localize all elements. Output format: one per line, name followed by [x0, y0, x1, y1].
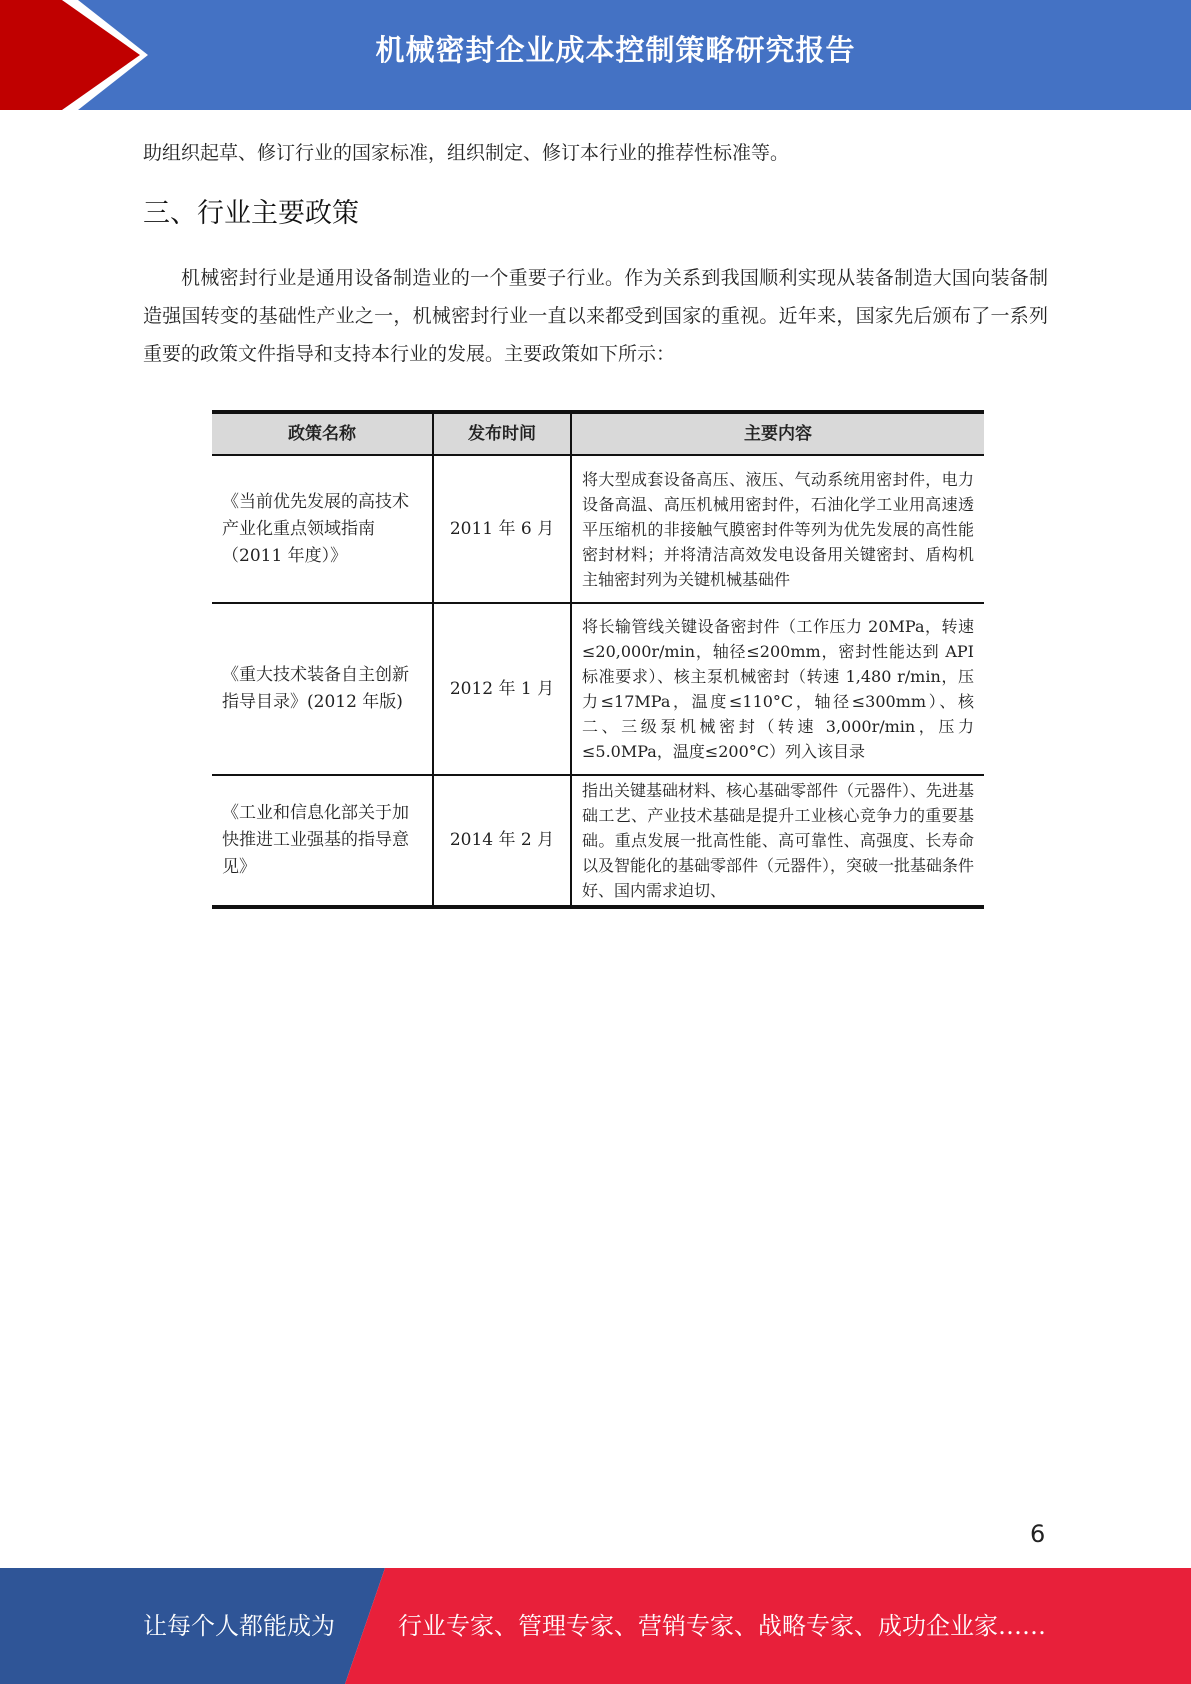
- release-date-cell: 2012 年 1 月: [433, 603, 571, 775]
- table-header-row: [212, 412, 984, 455]
- column-header-policy-name: 政策名称: [212, 412, 433, 455]
- report-title: 机械密封企业成本控制策略研究报告: [375, 33, 856, 67]
- main-content-cell: 指出关键基础材料、核心基础零部件（元器件）、先进基础工艺、产业技术基础是提升工业核心竞争力的重要基础。重点发展一批高性能、高可靠性、高强度、长寿命以及智能化的基础零部件（元器件），突破一批基础条件好、国内需求迫切、: [571, 775, 984, 907]
- main-content-cell: 将大型成套设备高压、液压、气动系统用密封件，电力设备高温、高压机械用密封件，石油化学工业用高速透平压缩机的非接触气膜密封件等列为优先发展的高性能密封材料；并将清洁高效发电设备用关键密封、盾构机主轴密封列为关键机械基础件: [571, 455, 984, 603]
- table-row: [212, 603, 984, 775]
- footer-slogan-right: 行业专家、管理专家、营销专家、战略专家、成功企业家……: [398, 1612, 1046, 1640]
- page-header: [0, 0, 1191, 110]
- table-row: [212, 775, 984, 907]
- policy-name-cell: 《工业和信息化部关于加快推进工业强基的指导意见》: [212, 775, 433, 907]
- release-date-cell: 2014 年 2 月: [433, 775, 571, 907]
- paragraph-continuation: 助组织起草、修订行业的国家标准，组织制定、修订本行业的推荐性标准等。: [143, 142, 790, 164]
- page-number: 6: [1030, 1520, 1046, 1548]
- main-content-cell: 将长输管线关键设备密封件（工作压力 20MPa，转速≤20,000r/min，轴径≤200mm，密封性能达到 API 标准要求）、核主泵机械密封（转速 1,480 r/min，压力≤17MPa，温度≤110°C，轴径≤300mm）、核二、三级泵机械密封（转速 3,000r/min，压力≤5.0MPa，温度≤200°C）列入该目录: [571, 603, 984, 775]
- page-footer: [0, 1568, 1191, 1684]
- column-header-main-content: 主要内容: [571, 412, 984, 455]
- policy-name-cell: 《重大技术装备自主创新指导目录》(2012 年版): [212, 603, 433, 775]
- table-row: [212, 455, 984, 603]
- column-header-release-date: 发布时间: [433, 412, 571, 455]
- footer-slogan-left: 让每个人都能成为: [143, 1612, 335, 1640]
- paragraph-intro: 机械密封行业是通用设备制造业的一个重要子行业。作为关系到我国顺利实现从装备制造大国向装备制造强国转变的基础性产业之一，机械密封行业一直以来都受到国家的重视。近年来，国家先后颁布了一系列重要的政策文件指导和支持本行业的发展。主要政策如下所示：: [143, 267, 1048, 365]
- section-heading: 三、行业主要政策: [143, 198, 359, 229]
- policy-name-cell: 《当前优先发展的高技术产业化重点领域指南（2011 年度）》: [212, 455, 433, 603]
- release-date-cell: 2011 年 6 月: [433, 455, 571, 603]
- policy-table: [212, 410, 984, 909]
